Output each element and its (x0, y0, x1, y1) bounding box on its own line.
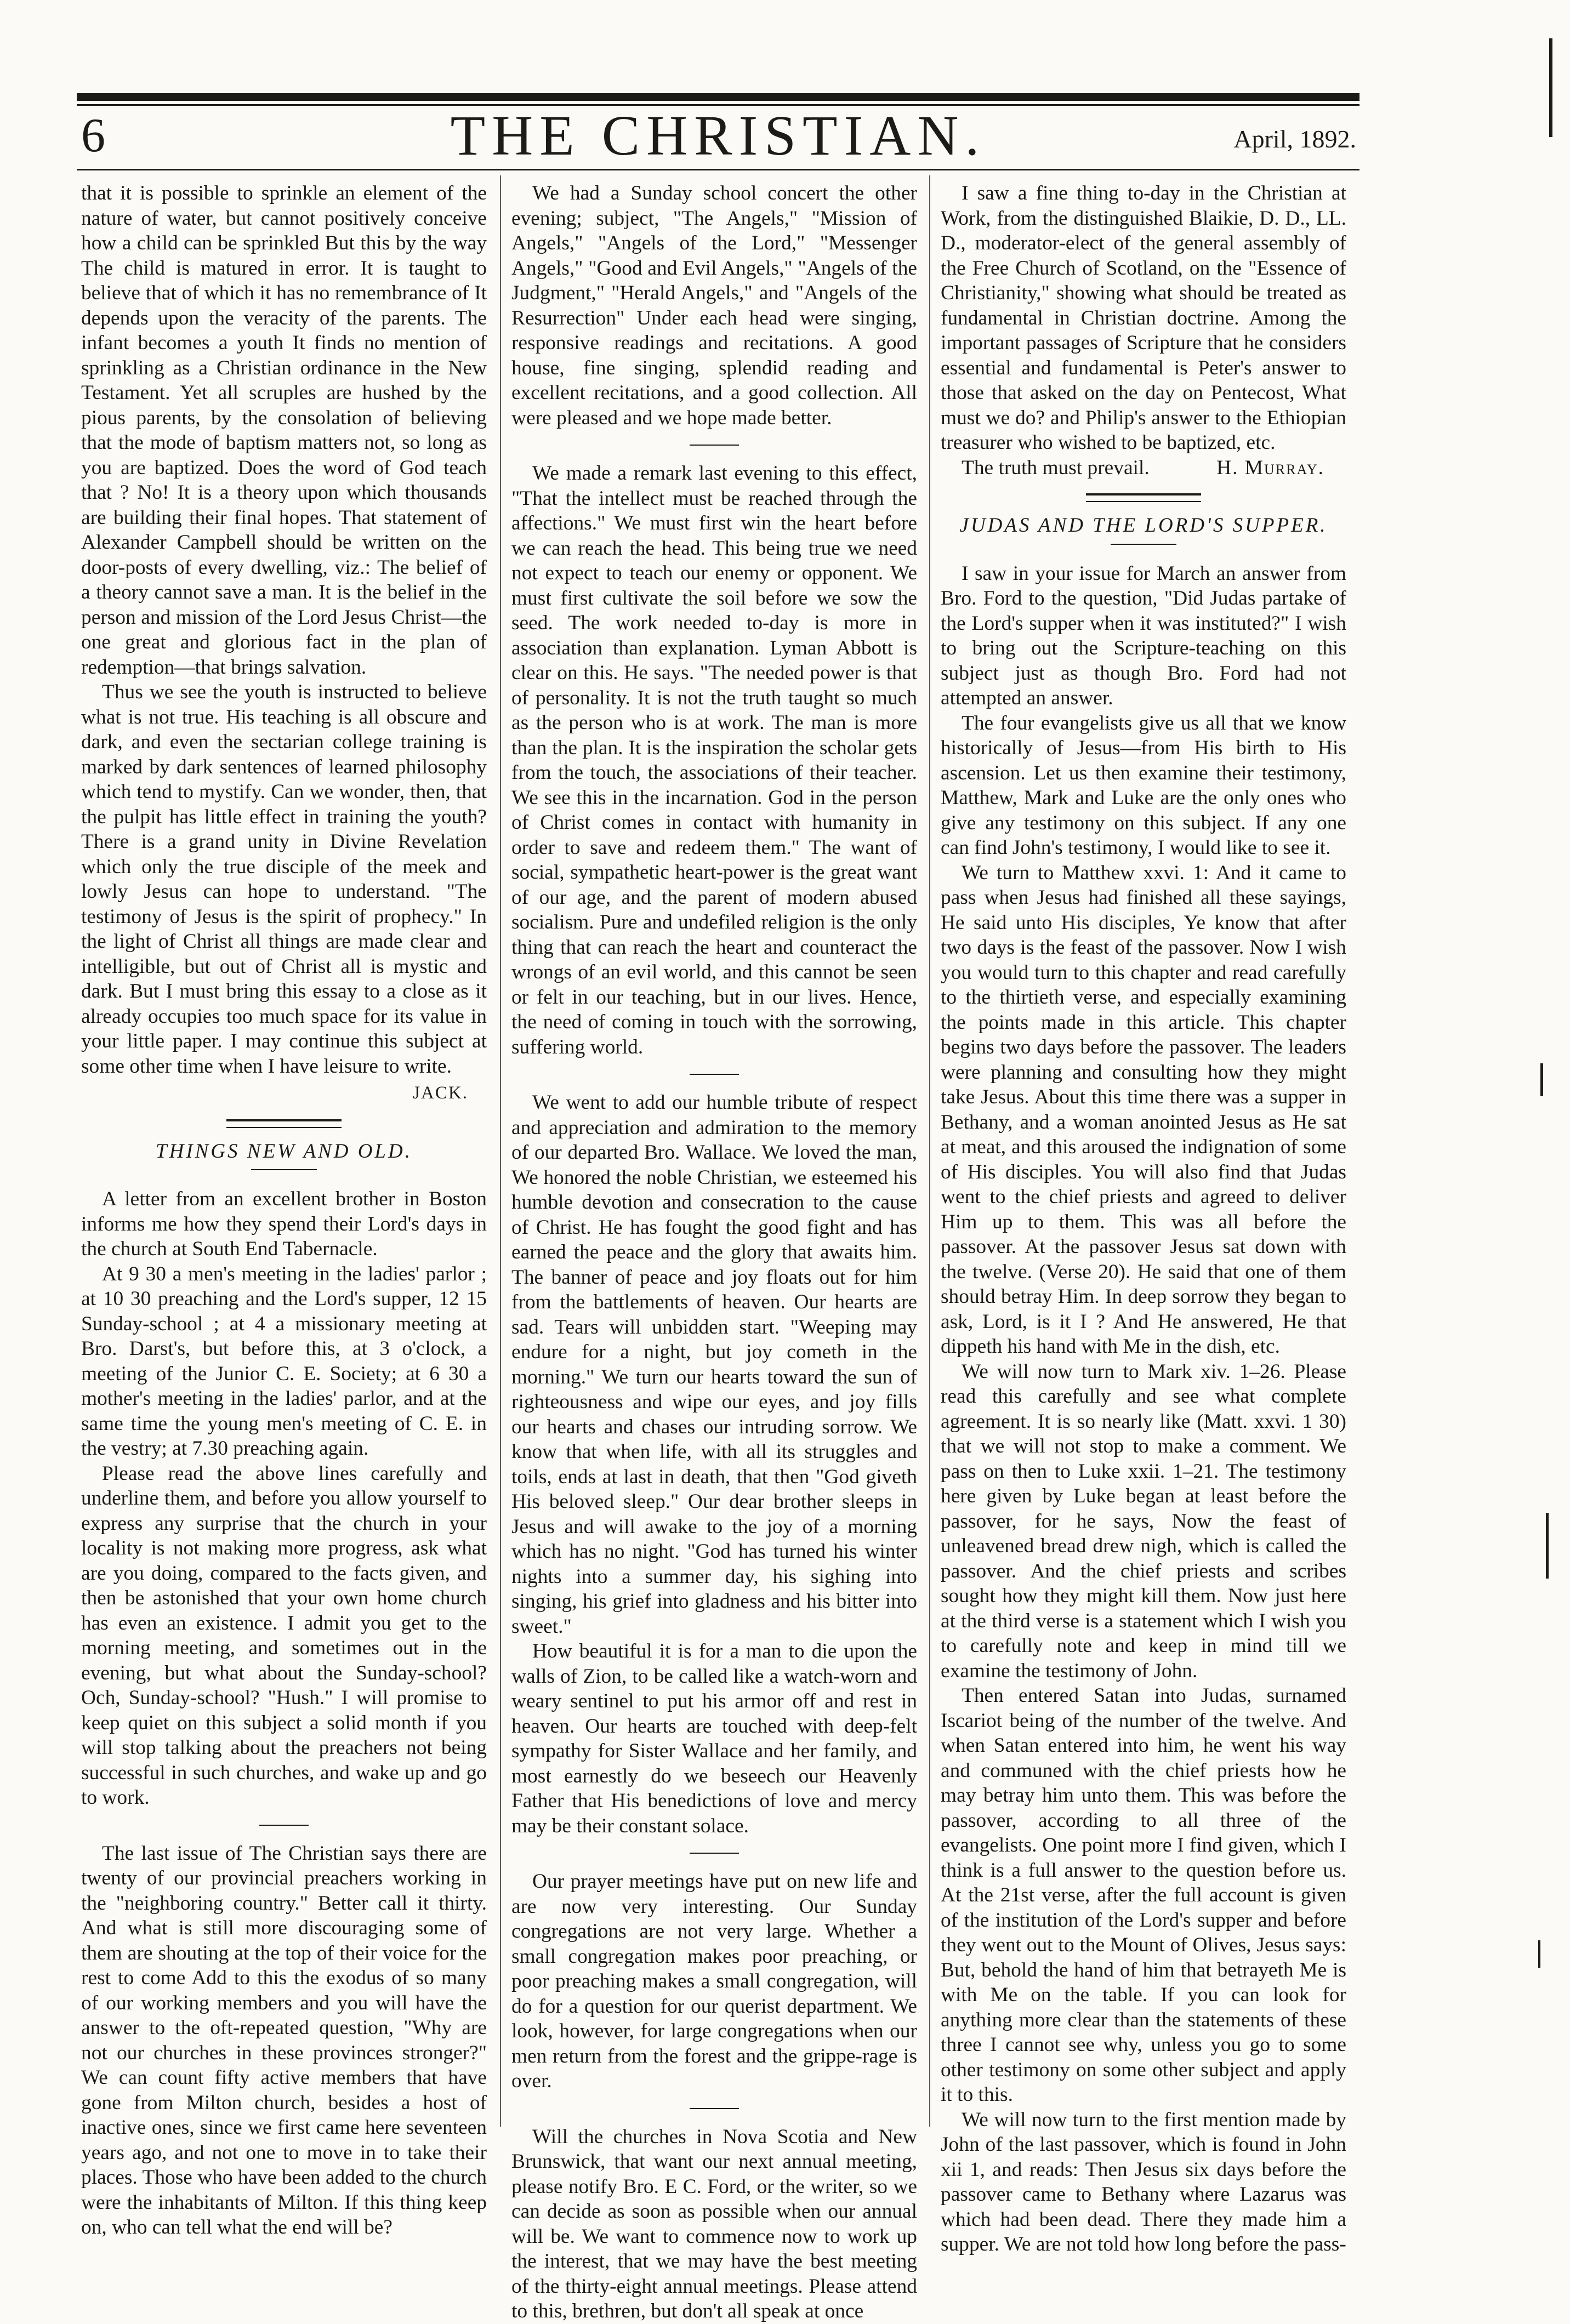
signature: JACK. (413, 1083, 468, 1103)
section-heading: JUDAS AND THE LORD'S SUPPER. (959, 514, 1328, 537)
article-paragraph: A letter from an excellent brother in Boston informs me how they spend their Lord's days in the church at South End Tabernacle. (81, 1188, 487, 1260)
signature: H. Murray. (1216, 456, 1324, 479)
article-paragraph: At 9 30 a men's meeting in the ladies' parlor ; at 10 30 preaching and the Lord's supper, 12 15 Sunday-school ; at 4 a missionary meeting at Bro. Darst's, but before this, at 3 o'clock, a meeting of the Junior C. E. Society; at 6 30 a mother's meeting in the ladies' parlor, and at the same time the young men's meeting of C. E. in the vestry; at 7.30 preaching again. (81, 1262, 487, 1460)
page-number: 6 (81, 109, 105, 162)
article-paragraph: that it is possible to sprinkle an element of the nature of water, but cannot positively conceive how a child can be sprinkled But this by the way The child is matured in error. It is taught to believe that of which it has no remembrance of It depends upon the veracity of the parents. The infant becomes a youth It finds no mention of sprinkling as a Christian ordinance in the New Testament. Yet all scruples are hushed by the pious parents, by the consolation of believing that the mode of baptism matters not, so long as you are baptized. Does the word of God teach that ? No! It is a theory upon which thousands are building their final hopes. That statement of Alexander Campbell should be written on the door-posts of every dwelling, viz.: The belief of a theory cannot save a man. It is the belief in the person and mission of the Lord Jesus Christ—the one great and glorious fact in the plan of redemption—that brings salvation. (81, 182, 487, 679)
closing-line: The truth must prevail. (962, 456, 1150, 479)
masthead-rule-thick (77, 93, 1359, 101)
article-paragraph: Please read the above lines carefully and underline them, and before you allow yourself to express any surprise that the church in your locality is not making more progress, ask what are you doing, compared to the facts given, and then be astonished that your own home church has even an existence. I admit you get to the morning meeting, and sometimes out in the evening, but what about the Sunday-school? Och, Sunday-school? "Hush." I will promise to keep quiet on this subject a solid month if you will stop talking about the preachers not being successful in such churches, and wake up and go to work. (81, 1462, 487, 1809)
article-paragraph: How beautiful it is for a man to die upon the walls of Zion, to be called like a watch-worn and weary sentinel to put his armor off and rest in heaven. Our hearts are touched with deep-felt sympathy for Sister Wallace and her family, and most earnestly do we beseech our Heavenly Father that His benedictions of love and mercy may be their constant solace. (511, 1640, 917, 1837)
article-paragraph: I saw a fine thing to-day in the Christian at Work, from the distinguished Blaikie, D. D., LL. D., moderator-elect of the general assembly of the Free Church of Scotland, on the "Essence of Christianity," showing what should be treated as fundamental in Christian doctrine. Among the important passages of Scripture that he considers essential and fundamental is Peter's answer to those that asked on the day on Pentecost, What must we do? and Philip's answer to the Ethiopian treasurer who wished to be baptized, etc. (941, 182, 1346, 454)
column-divider-2 (929, 175, 930, 2127)
heading-rule (1111, 544, 1176, 545)
article-paragraph: The four evangelists give us all that we know historically of Jesus—from His birth to His ascension. Let us then examine their testimony, Matthew, Mark and Luke are the only ones who give any testimony on this subject. If any one can find John's testimony, I would like to see it. (941, 711, 1346, 859)
signature-line (941, 455, 1346, 481)
scan-mark (1538, 1940, 1540, 1968)
article-paragraph: Then entered Satan into Judas, surnamed Iscariot being of the number of the twelve. And when Satan entered into him, he went his way and communed with the chief priests how he may betray him unto them. This was before the passover, according to all three of the evangelists. One point more I find given, which I think is a full answer to the question before us. At the 21st verse, after the full account is given of the institution of the Lord's supper and before they went out to the Mount of Olives, Jesus says: But, behold the hand of him that betrayeth Me is with Me on the table. If you can look for anything more clear than the statements of these three I cannot see why, unless you go to some other testimony on some other subject and apply it to this. (941, 1684, 1346, 2106)
heading-rule (251, 1169, 317, 1170)
article-paragraph: Our prayer meetings have put on new life and are now very interesting. Our Sunday congregations are not very large. Whether a small congregation makes poor preaching, or poor preaching makes a small congregation, will do for a question for our querist department. We look, however, for large congregations when our men return from the forest and the grippe-rage is over. (511, 1870, 917, 2092)
article-paragraph: We will now turn to Mark xiv. 1–26. Please read this carefully and see what complete agreement. It is so nearly like (Matt. xxvi. 1 30) that we will not stop to make a comment. We pass on then to Luke xxii. 1–21. The testimony here given by Luke began at least before the passover, for he says, Now the feast of unleavened bread drew nigh, which is called the passover. And the chief priests and scribes sought how they might kill them. Now just here at the third verse is a statement which I wish you to carefully note and keep in mind till we examine the testimony of John. (941, 1360, 1346, 1682)
masthead-title: THE CHRISTIAN. (450, 104, 986, 167)
article-paragraph: Thus we see the youth is instructed to believe what is not true. His teaching is all obscure and dark, and even the sectarian college training is marked by dark sentences of learned philosophy which tend to mystify. Can we wonder, then, that the pulpit has little effect in training the youth? There is a grand unity in Divine Revelation which only the true disciple of the meek and lowly Jesus can hope to understand. "The testimony of Jesus is the spirit of prophecy." In the light of Christ all things are made clear and intelligible, but out of Christ all is mystic and dark. But I must bring this essay to a close as it already occupies too much space for its value in your little paper. I may continue this subject at some other time when I have leisure to write. (81, 681, 487, 1078)
issue-date: April, 1892. (1233, 125, 1356, 153)
column-3 (941, 181, 1346, 2257)
article-paragraph: We went to add our humble tribute of respect and appreciation and admiration to the memory of our departed Bro. Wallace. We loved the man, We honored the noble Christian, we esteemed his humble devotion and consecration to the cause of Christ. He has fought the good fight and has earned the peace and the glory that awaits him. The banner of peace and joy floats out for him from the battlements of heaven. Our hearts are sad. Tears will unbidden start. "Weeping may endure for a night, but joy cometh in the morning." We turn our hearts toward the sun of righteousness and wipe our eyes, and joy fills our hearts and chases our intruding sorrow. We know that when life, with all its struggles and toils, ends at last in death, that then "God giveth His beloved sleep." Our dear brother sleeps in Jesus and will awake to the joy of a morning which has no night. "God has turned his winter nights into a summer day, his sighing into singing, his grief into gladness and his bitter into sweet." (511, 1091, 917, 1638)
separator-rule (690, 445, 739, 446)
article-paragraph: I saw in your issue for March an answer from Bro. Ford to the question, "Did Judas partake of the Lord's supper when it was instituted?" I wish to bring out the Scripture-teaching on this subject just as though Bro. Ford had not attempted an answer. (941, 562, 1346, 709)
separator-rule (690, 1853, 739, 1854)
section-heading: THINGS NEW AND OLD. (156, 1140, 412, 1163)
article-paragraph: We had a Sunday school concert the other evening; subject, "The Angels," "Mission of Angels," "Angels of the Lord," "Messenger Angels," "Good and Evil Angels," "Angels of the Judgment," "Herald Angels," and "Angels of the Resurrection" Under each head were singing, responsive readings and recitations. A good house, fine singing, splendid reading and excellent recitations, and a good collection. All were pleased and we hope made better. (511, 182, 917, 429)
article-paragraph: We will now turn to the first mention made by John of the last passover, which is found in John xii 1, and reads: Then Jesus six days before the passover came to Bethany where Lazarus was which had been dead. There they made him a supper. We are not told how long before the pass- (941, 2108, 1346, 2255)
section-rule (226, 1119, 342, 1128)
scan-mark (1549, 38, 1552, 137)
article-paragraph: Will the churches in Nova Scotia and New Brunswick, that want our next annual meeting, please notify Bro. E C. Ford, or the writer, so we can decide as soon as possible when our annual will be. We want to commence now to work up the interest, that we may have the best meeting of the thirty-eight annual meetings. Please attend to this, brethren, but don't all speak at once (511, 2125, 917, 2322)
scan-mark (1540, 1063, 1543, 1096)
separator-rule (259, 1825, 309, 1826)
article-paragraph: We made a remark last evening to this effect, "That the intellect must be reached through the affections." We must first win the heart before we can reach the head. This being true we need not expect to teach our enemy or opponent. We must first cultivate the soil before we sow the seed. The work needed to-day is more in association than explanation. Lyman Abbott is clear on this. He says. "The needed power is that of personality. It is not the truth taught so much as the person who is at work. The man is more than the plan. It is the inspiration the scholar gets from the touch, the associations of their teacher. We see this in the incarnation. God in the person of Christ comes in contact with humanity in order to save and redeem them." The want of social, sympathetic heart-power is the great want of our age, and the parent of modern abused socialism. Pure and undefiled religion is the only thing that can reach the heart and counteract the wrongs of an evil world, and this cannot be seen or felt in our teaching, but in our lives. Hence, the need of coming in touch with the sorrowing, suffering world. (511, 462, 917, 1058)
section-rule (1086, 493, 1201, 502)
separator-rule (690, 1074, 739, 1075)
column-2 (511, 181, 917, 2324)
article-paragraph: The last issue of The Christian says there are twenty of our provincial preachers working in the "neighboring country." Better call it thirty. And what is still more discouraging some of them are shouting at the top of their voice for the rest to come Add to this the exodus of so many of our working members and you will have the answer to the oft-repeated question, "Why are not our churches in these provinces stronger?" We can count fifty active members that have gone from Milton church, besides a host of inactive ones, since we first came here seventeen years ago, and not one to move in to take their places. Those who have been added to the church were the inhabitants of Milton. If this thing keep on, who can tell what the end will be? (81, 1842, 487, 2238)
separator-rule (690, 2108, 739, 2109)
column-divider-1 (500, 175, 501, 2127)
scan-mark (1546, 1513, 1549, 1579)
article-paragraph: We turn to Matthew xxvi. 1: And it came to pass when Jesus had finished all these sayings, He said unto His disciples, Ye know that after two days is the feast of the passover. Now I wish you would turn to this chapter and read carefully to the thirtieth verse, and especially examining the points made in this article. This chapter begins two days before the passover. The leaders were planning and consulting how they might take Jesus. About this time there was a supper in Bethany, and a woman anointed Jesus as He sat at meat, and this aroused the indignation of some of His disciples. You will also find that Judas went to the chief priests and agreed to deliver Him up to them. This was all before the passover. At the passover Jesus sat down with the twelve. (Verse 20). He said that one of them should betray Him. In deep sorrow they began to ask, Lord, is it I ? And He answered, He that dippeth his hand with Me in the dish, etc. (941, 861, 1346, 1358)
column-1 (81, 181, 487, 2240)
header-bottom-rule (77, 169, 1359, 170)
